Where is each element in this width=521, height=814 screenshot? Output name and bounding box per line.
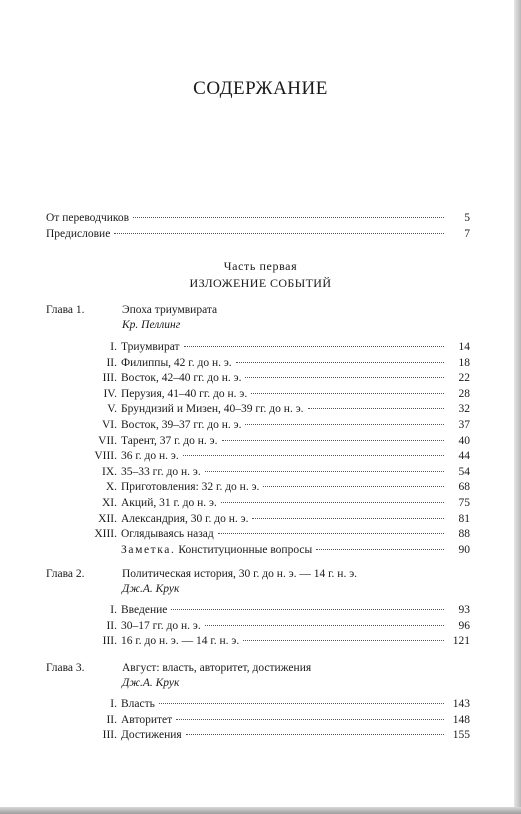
section-numeral: III. [102, 729, 117, 742]
toc-section[interactable] [80, 480, 470, 496]
dot-leader [308, 408, 444, 409]
chapter-sections [80, 697, 470, 744]
page-number: 40 [458, 434, 470, 447]
toc-section[interactable] [80, 527, 470, 543]
section-label: Авторитет [121, 713, 173, 726]
page-number: 54 [458, 465, 470, 478]
section-numeral: V. [107, 403, 117, 416]
toc-section[interactable] [80, 603, 470, 619]
chapter-title: Эпоха триумвирата [122, 304, 218, 316]
section-label: Достижения [121, 729, 182, 742]
section-label: 30–17 гг. до н. э. [121, 619, 201, 632]
dot-leader [176, 719, 444, 720]
toc-section[interactable] [80, 619, 470, 635]
page-number: 90 [458, 543, 470, 556]
toc-section[interactable] [80, 356, 470, 372]
section-numeral: XIII. [94, 528, 117, 541]
section-label: Филиппы, 42 г. до н. э. [121, 356, 232, 369]
section-numeral: II. [106, 713, 117, 726]
dot-leader [222, 440, 445, 441]
toc-section[interactable] [80, 418, 470, 434]
dot-leader [263, 486, 444, 487]
dot-leader [245, 377, 444, 378]
dot-leader [186, 734, 444, 735]
dot-leader [316, 549, 444, 550]
chapter-title: Август: власть, авторитет, достижения [122, 662, 312, 674]
toc-section[interactable] [80, 713, 470, 729]
dot-leader [218, 533, 444, 534]
page-number: 28 [458, 387, 470, 400]
section-label: Перузия, 41–40 гг. до н. э. [121, 387, 248, 400]
page-number: 5 [464, 212, 470, 224]
dot-leader [221, 502, 444, 503]
section-numeral: IX. [101, 465, 117, 478]
part-title: ИЗЛОЖЕНИЕ СОБЫТИЙ [189, 276, 332, 290]
toc-section[interactable] [80, 496, 470, 512]
page-edge-shadow [514, 0, 521, 814]
section-numeral: III. [102, 635, 117, 648]
page-number: 121 [452, 635, 470, 648]
section-numeral: VIII. [94, 450, 117, 463]
page-number: 143 [452, 698, 470, 710]
dot-leader [205, 625, 444, 626]
chapter-number: Глава 1. [46, 304, 85, 316]
toc-section[interactable] [80, 728, 470, 744]
toc-section[interactable] [80, 465, 470, 481]
chapter-author: Дж.А. Крук [122, 677, 180, 689]
chapter-sections [80, 340, 470, 558]
section-label: Оглядываясь назад [121, 528, 214, 541]
toc-section[interactable] [80, 434, 470, 450]
chapter-author: Дж.А. Крук [122, 583, 180, 595]
dot-leader [243, 640, 444, 641]
toc-section[interactable] [80, 387, 470, 403]
page-number: 44 [458, 450, 470, 463]
page-number: 88 [458, 528, 470, 541]
toc-section[interactable] [80, 371, 470, 387]
dot-leader [251, 393, 444, 394]
section-label: Власть [121, 698, 155, 710]
page-number: 148 [452, 713, 470, 726]
section-label: Александрия, 30 г. до н. э. [121, 512, 249, 525]
toc-section[interactable] [80, 512, 470, 528]
part-label: Часть первая [223, 259, 298, 273]
toc-entry[interactable] [46, 210, 470, 226]
section-numeral: IV. [103, 387, 117, 400]
page-number: 155 [452, 729, 470, 742]
section-label: Брундизий и Мизен, 40–39 гг. до н. э. [121, 403, 304, 416]
page-number: 75 [458, 496, 470, 509]
section-numeral: XI. [101, 496, 117, 509]
toc-entry-label: Предисловие [46, 228, 111, 240]
dot-leader [236, 362, 444, 363]
section-label: Введение [121, 604, 168, 616]
page-number: 32 [458, 403, 470, 416]
section-numeral: II. [106, 356, 117, 369]
toc-entry[interactable] [46, 226, 470, 242]
section-numeral: I. [110, 604, 117, 616]
dot-leader [184, 346, 444, 347]
chapter-number: Глава 3. [46, 662, 85, 674]
dot-leader [133, 216, 444, 218]
section-label: Акций, 31 г. до н. э. [121, 496, 217, 509]
page-number: 37 [458, 418, 470, 431]
dot-leader [114, 232, 444, 234]
dot-leader [183, 455, 444, 456]
note-prefix: Заметка. [121, 543, 176, 556]
section-numeral: II. [106, 619, 117, 632]
section-numeral: I. [110, 698, 117, 710]
page-number: 93 [458, 604, 470, 616]
page-number: 96 [458, 619, 470, 632]
page-number: 81 [458, 512, 470, 525]
dot-leader [245, 424, 444, 425]
toc-note[interactable] [80, 543, 470, 559]
section-label: 16 г. до н. э. — 14 г. н. э. [121, 635, 240, 648]
chapter-author: Кр. Пеллинг [122, 319, 181, 331]
page-number: 14 [458, 341, 470, 353]
section-numeral: III. [102, 372, 117, 385]
section-label: Тарент, 37 г. до н. э. [121, 434, 218, 447]
toc-section[interactable] [80, 697, 470, 713]
page-number: 68 [458, 481, 470, 494]
section-numeral: VII. [98, 434, 117, 447]
toc-entry-label: От переводчиков [46, 212, 130, 224]
chapter-number: Глава 2. [46, 568, 85, 580]
page-edge-shadow [0, 807, 521, 814]
dot-leader [159, 703, 444, 704]
section-numeral: XII. [98, 512, 117, 525]
section-label: Триумвират [121, 341, 180, 353]
toc-section[interactable] [80, 340, 470, 356]
section-numeral: X. [105, 481, 117, 494]
section-numeral: VI. [101, 418, 117, 431]
toc-section[interactable] [80, 634, 470, 650]
toc-section[interactable] [80, 402, 470, 418]
page-number: 7 [464, 228, 470, 240]
dot-leader [252, 518, 444, 519]
dot-leader [171, 609, 444, 610]
page-title: СОДЕРЖАНИЕ [193, 78, 328, 99]
page-number: 18 [458, 356, 470, 369]
section-label: 35–33 гг. до н. э. [121, 465, 201, 478]
dot-leader [205, 471, 444, 472]
section-label: Восток, 39–37 гг. до н. э. [121, 418, 242, 431]
section-numeral: I. [110, 341, 117, 353]
toc-section[interactable] [80, 449, 470, 465]
page-number: 22 [458, 372, 470, 385]
front-matter-list [46, 210, 470, 242]
section-label: Восток, 42–40 гг. до н. э. [121, 372, 242, 385]
note-label: Конституционные вопросы [178, 543, 313, 556]
section-label: Приготовления: 32 г. до н. э. [121, 481, 260, 494]
section-label: 36 г. до н. э. [121, 450, 179, 463]
chapter-sections [80, 603, 470, 650]
chapter-title: Политическая история, 30 г. до н. э. — 14 г. н. э. [122, 568, 358, 580]
